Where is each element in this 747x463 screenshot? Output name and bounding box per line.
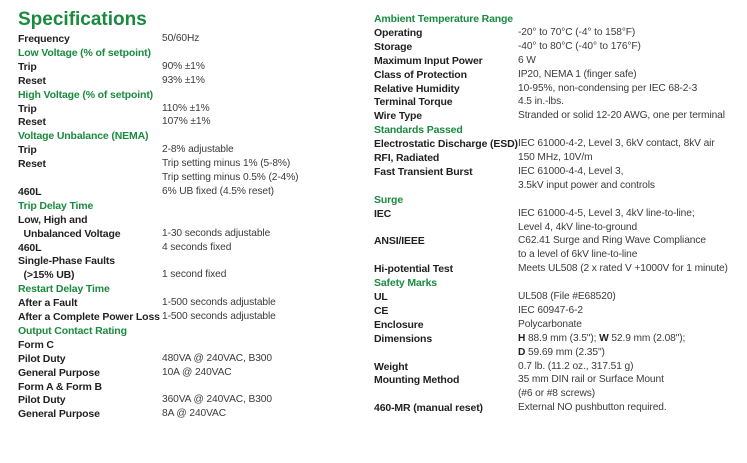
spec-value: (#6 or #8 screws) xyxy=(518,388,595,400)
spec-label: Electrostatic Discharge (ESD) xyxy=(374,138,518,151)
spec-label: CE xyxy=(374,304,389,317)
spec-label: Reset xyxy=(18,116,46,129)
spec-label: Fast Transient Burst xyxy=(374,165,473,178)
spec-label: Pilot Duty xyxy=(18,352,66,365)
section-heading-text: Standards Passed xyxy=(374,124,463,137)
spec-value: Level 4, 4kV line-to-ground xyxy=(518,221,638,233)
spec-value: IEC 61000-4-2, Level 3, 6kV contact, 8kV air xyxy=(518,138,715,150)
section-heading-text: Output Contact Rating xyxy=(18,324,127,337)
spec-label: General Purpose xyxy=(18,366,100,379)
spec-value: 107% ±1% xyxy=(162,116,211,128)
spec-value: Polycarbonate xyxy=(518,318,582,330)
spec-value: 2-8% adjustable xyxy=(162,144,234,156)
spec-value: 93% ±1% xyxy=(162,74,205,86)
spec-label: After a Fault xyxy=(18,297,78,310)
section-heading-text: Trip Delay Time xyxy=(18,199,94,212)
spec-label: Pilot Duty xyxy=(18,394,66,407)
spec-value: 480VA @ 240VAC, B300 xyxy=(162,352,272,364)
dimension-text: 52.9 mm (2.08"); xyxy=(608,332,686,344)
spec-value: 90% ±1% xyxy=(162,60,205,72)
section-heading-text: High Voltage (% of setpoint) xyxy=(18,88,154,101)
spec-value: UL508 (File #E68520) xyxy=(518,291,616,302)
spec-label: Relative Humidity xyxy=(374,82,460,95)
spec-value: Trip setting minus 1% (5-8%) xyxy=(162,158,291,170)
spec-label: Trip xyxy=(18,102,37,115)
spec-label: Wire Type xyxy=(374,110,422,123)
section-heading-text: Safety Marks xyxy=(374,277,437,290)
spec-label: Form C xyxy=(18,338,54,351)
spec-value: 8A @ 240VAC xyxy=(162,408,226,420)
spec-label: Low, High and xyxy=(18,213,88,226)
spec-label: Weight xyxy=(374,360,408,373)
spec-value: 110% ±1% xyxy=(162,102,210,114)
spec-value: 0.7 lb. (11.2 oz., 317.51 g) xyxy=(518,360,634,372)
spec-value: 4 seconds fixed xyxy=(162,241,232,253)
spec-value: IP20, NEMA 1 (finger safe) xyxy=(518,68,637,80)
page-title: Specifications xyxy=(18,9,147,30)
spec-value: Meets UL508 (2 x rated V +1000V for 1 minute) xyxy=(518,263,728,275)
spec-label: 460L xyxy=(18,241,42,254)
dimension-text: 59.69 mm (2.35") xyxy=(525,346,605,358)
spec-value: IEC 61000-4-5, Level 3, 4kV line-to-line; xyxy=(518,207,695,219)
spec-label: (>15% UB) xyxy=(18,269,75,282)
spec-value: 1-500 seconds adjustable xyxy=(162,311,276,322)
spec-label: Enclosure xyxy=(374,318,424,331)
spec-label: UL xyxy=(374,291,388,303)
spec-value: -40° to 80°C (-40° to 176°F) xyxy=(518,40,641,52)
spec-value xyxy=(518,346,605,360)
spec-value: 10A @ 240VAC xyxy=(162,366,232,378)
spec-label: IEC xyxy=(374,207,392,220)
spec-label: Trip xyxy=(18,60,37,73)
spec-value: 3.5kV input power and controls xyxy=(518,179,655,191)
spec-label: General Purpose xyxy=(18,408,100,421)
dimension-key: D xyxy=(518,346,526,358)
spec-label: 460-MR (manual reset) xyxy=(374,402,483,415)
spec-value: 50/60Hz xyxy=(162,33,200,44)
spec-value: to a level of 6kV line-to-line xyxy=(518,249,638,261)
dimension-text: 88.9 mm (3.5"); xyxy=(525,332,600,344)
section-heading-text: Restart Delay Time xyxy=(18,283,110,296)
spec-value: 35 mm DIN rail or Surface Mount xyxy=(518,374,664,386)
spec-label: Hi-potential Test xyxy=(374,263,453,276)
spec-value: C62.41 Surge and Ring Wave Compliance xyxy=(518,235,706,247)
spec-value: 1-30 seconds adjustable xyxy=(162,227,271,239)
spec-label: Dimensions xyxy=(374,332,433,345)
spec-value: Trip setting minus 0.5% (2-4%) xyxy=(162,172,299,183)
spec-value: 6 W xyxy=(518,54,536,66)
spec-label: Reset xyxy=(18,158,46,171)
spec-value: 360VA @ 240VAC, B300 xyxy=(162,394,272,406)
spec-label: After a Complete Power Loss xyxy=(18,311,160,323)
dimension-key: H xyxy=(518,332,526,344)
spec-label: Class of Protection xyxy=(374,68,467,81)
spec-label: ANSI/IEEE xyxy=(374,235,425,248)
spec-label: Operating xyxy=(374,26,423,39)
spec-label: 460L xyxy=(18,185,42,198)
spec-label: RFI, Radiated xyxy=(374,152,440,164)
spec-value: 6% UB fixed (4.5% reset) xyxy=(162,185,274,197)
spec-label: Form A & Form B xyxy=(18,380,102,393)
spec-value: 150 MHz, 10V/m xyxy=(518,152,593,163)
spec-label: Maximum Input Power xyxy=(374,54,483,67)
spec-value: 4.5 in.-lbs. xyxy=(518,96,564,108)
section-heading-text: Surge xyxy=(374,193,404,206)
spec-value: 10-95%, non-condensing per IEC 68-2-3 xyxy=(518,82,698,94)
spec-label: Trip xyxy=(18,144,37,157)
spec-value: Stranded or solid 12-20 AWG, one per terminal xyxy=(518,110,725,122)
spec-value: IEC 60947-6-2 xyxy=(518,304,583,316)
spec-value: IEC 61000-4-4, Level 3, xyxy=(518,165,624,177)
spec-value: 1-500 seconds adjustable xyxy=(162,297,276,309)
spec-label: Single-Phase Faults xyxy=(18,255,115,268)
spec-label: Reset xyxy=(18,74,46,87)
section-heading-text: Low Voltage (% of setpoint) xyxy=(18,46,151,59)
section-heading-text: Ambient Temperature Range xyxy=(374,13,513,25)
spec-label: Storage xyxy=(374,40,413,53)
dimension-key: W xyxy=(599,332,609,344)
spec-value: 1 second fixed xyxy=(162,269,227,281)
spec-label: Mounting Method xyxy=(374,374,460,387)
spec-value xyxy=(518,332,685,346)
spec-label: Frequency xyxy=(18,33,70,45)
spec-value: -20° to 70°C (-4° to 158°F) xyxy=(518,26,636,38)
spec-value: External NO pushbutton required. xyxy=(518,402,667,414)
section-heading-text: Voltage Unbalance (NEMA) xyxy=(18,130,149,143)
spec-label: Terminal Torque xyxy=(374,96,453,109)
spec-label: Unbalanced Voltage xyxy=(18,227,121,240)
